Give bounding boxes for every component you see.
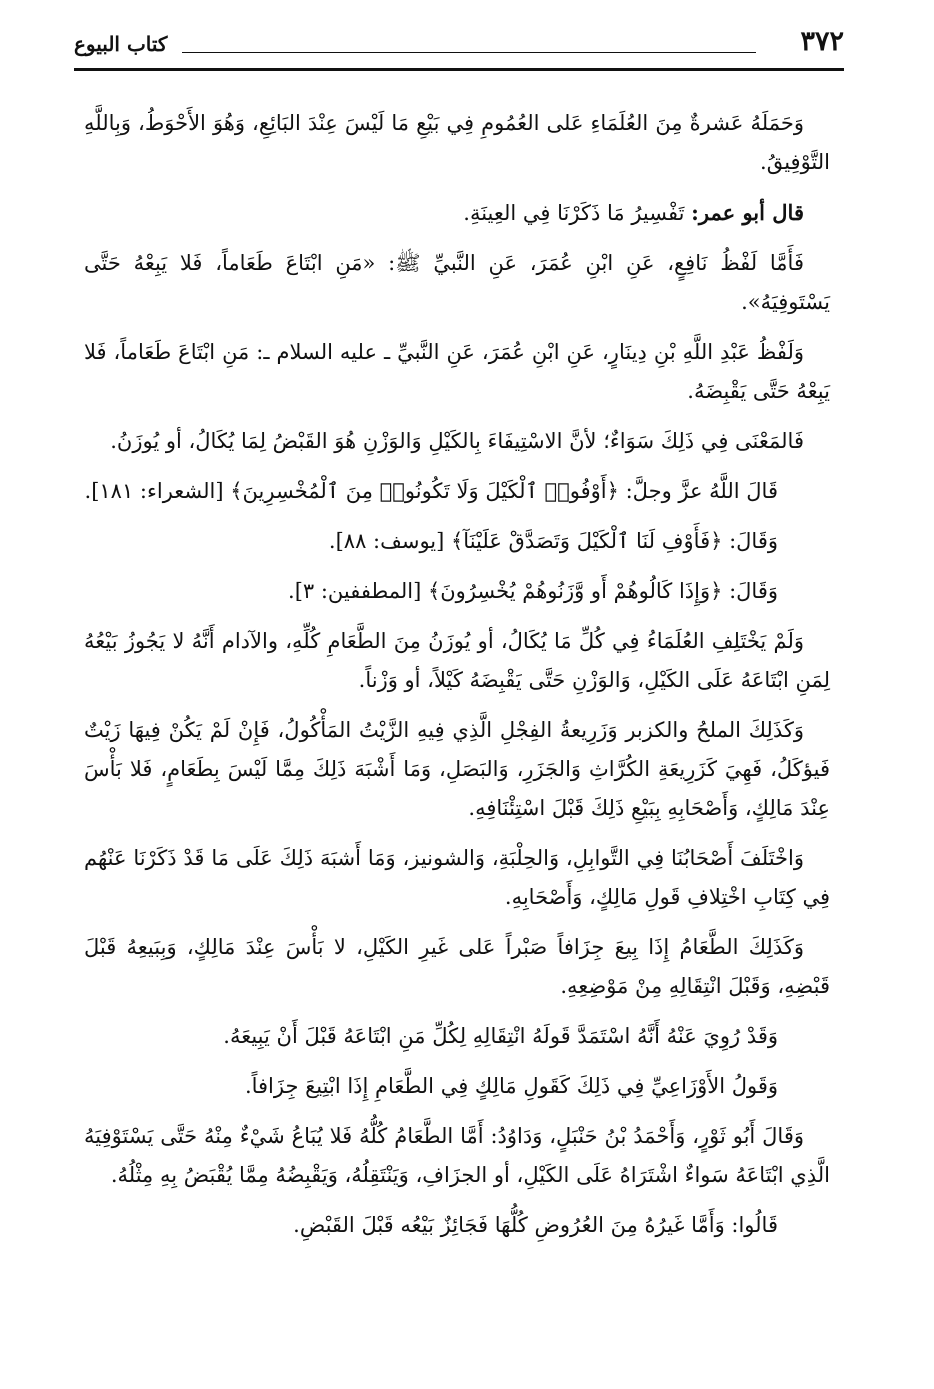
paragraph: فَالمَعْنَى فِي ذَلِكَ سَوَاءٌ؛ لأنَّ الاسْتِيفَاءَ بِالكَيْلِ وَالوَزْنِ هُوَ القَبْضُ لِمَا يُكَالُ، أو يُوزَنُ. [110,429,804,453]
paragraph: وَقَولُ الأَوْزَاعِيِّ فِي ذَلِكَ كَقَولِ مَالِكٍ فِي الطَّعَامِ إِذَا ابْتِيعَ جِزَافاً. [244,1074,778,1098]
page-number: ٣٧٢ [800,26,844,57]
quran-citation: قَالَ اللَّهُ عزَّ وجلَّ: ﴿أَوْفُوا۟ ٱلْكَيْلَ وَلَا تَكُونُوا۟ مِنَ ٱلْمُخْسِرِينَ﴾ [الشعراء: ١٨١]. [84,479,778,503]
header-rule [182,52,756,53]
paragraph: وَاخْتَلَفَ أَصْحَابُنَا فِي التَّوابِلِ، وَالحِلْبَةِ، وَالشونيز، وَمَا أَشبَهَ ذَلِكَ عَلَى مَا قَدْ ذَكَرْنَا عَنْهُم فِي كِتَابِ اخْتِلافِ قَولِ مَالِكٍ، وَأَصْحَابِهِ. [84,846,830,909]
page-header [74,22,844,71]
paragraph: وَحَمَلَهُ عَشرةٌ مِنَ العُلَمَاءِ عَلى العُمُومِ فِي بَيْعِ مَا لَيْسَ عِنْدَ البَائِعِ، وَهُوَ الأَحْوَطُ، وَبِاللَّهِ التَّوْفِيقُ. [84,111,830,174]
paragraph: وَقَالَ أَبُو ثَوْرٍ، وَأَحْمَدُ بْنُ حَنْبَلٍ، وَدَاوُدُ: أَمَّا الطَّعَامُ كُلُّهُ فَلا يُبَاعُ شَيْءٌ مِنْهُ حَتَّى يَسْتَوْفِيَهُ الَّذِي ابْتَاعَهُ سَواءٌ اشْتَرَاهُ عَلَى الكَيْلِ، أو الجزَافِ، وَيَنْتَقِلُهُ، وَيَقْبِضُهُ مِمَّا يُقْبَضُ بِهِ مِثْلُهُ. [84,1124,830,1187]
paragraph: وَكَذَلِكَ الطَّعَامُ إِذَا بِيعَ جِزَافاً صَبْراً عَلى غَيرِ الكَيْلِ، لا بَأْسَ عِنْدَ مَالِكٍ، وَبِبَيعِهُ قَبْلَ قَبْضِهِ، وَقَبْلَ انْتِقَالِهِ مِنْ مَوْضِعِهِ. [84,935,830,998]
abu-umar-paragraph [84,193,830,233]
paragraph: فَأَمَّا لَفْظُ نَافِعٍ، عَنِ ابْنِ عُمَرَ، عَنِ النَّبيِّ ﷺ: «مَنِ ابْتَاعَ طَعَاماً، فَلا يَبِعْهُ حَتَّى يَسْتَوفِيَهُ». [84,251,830,314]
paragraph: وَقَدْ رُوِيَ عَنْهُ أَنَّهُ اسْتَمَدَّ قَولَهُ انْتِقَالِهِ لِكُلِّ مَنِ ابْتَاعَهُ قَبْلَ أَنْ يَبِيعَهُ. [223,1024,778,1048]
quran-citation: وَقَالَ: ﴿فَأَوْفِ لَنَا ٱلْكَيْلَ وَتَصَدَّقْ عَلَيْنَآ﴾ [يوسف: ٨٨]. [328,529,778,553]
page-body [84,104,830,1256]
speaker-label: قال أبو عمر: [691,200,804,225]
paragraph: وَلَفْظُ عَبْدِ اللَّهِ بْنِ دِينَارٍ، عَنِ ابْنِ عُمَرَ، عَنِ النَّبيِّ ـ عليه السلام ـ: مَنِ ابْتَاعَ طَعَاماً، فَلا يَبِعْهُ حَتَّى يَقْبِضَهُ. [84,340,830,403]
paragraph: قَالُوا: وَأَمَّا غَيرُهُ مِنَ العُرُوضِ كُلُّهَا فَجَائِزٌ بَيْعُه قَبْلَ القَبْضِ. [293,1213,778,1237]
paragraph: وَكَذَلِكَ الملحُ والكزبر وَزَرِيعةُ الفِجْلِ الَّذِي فِيهِ الزَّيْتُ المَأْكُولُ، فَإِنْ لَمْ يَكُنْ فِيهَا زَيْتٌ فَيؤكَلُ، فَهِيَ كَزَرِيعَةِ الكُرَّاثِ وَالجَزَرِ، وَالبَصَلِ، وَمَا أَشْبَهَ ذَلِكَ مِمَّا لَيْسَ بِطَعَامٍ، فَلا بَأْسَ عِنْدَ مَالِكٍ، وَأَصْحَابِهِ بِبَيْعِ ذَلِكَ قَبْلَ اسْتِئْنَافِهِ. [84,718,830,820]
paragraph-text: تَفْسِيرُ مَا ذَكَرْنَا فِي العِينَةِ. [463,201,685,225]
book-title: كتاب البيوع [74,32,168,56]
quran-citation: وَقَالَ: ﴿وَإِذَا كَالُوهُمْ أَو وَّزَنُوهُمْ يُخْسِرُونَ﴾ [المطففين: ٣]. [288,579,778,603]
paragraph: وَلَمْ يَخْتَلِفِ العُلَمَاءُ فِي كُلِّ مَا يُكَالُ، أو يُوزَنُ مِنَ الطَّعَامِ كُلِّهِ، والآدام أَنَّهُ لا يَجُوزُ بَيْعُهُ لِمَنِ ابْتَاعَهُ عَلَى الكَيْلِ، وَالوَزْنِ حَتَّى يَقْبِضَهُ كَيْلاً، أو وَزْناً. [84,629,830,692]
